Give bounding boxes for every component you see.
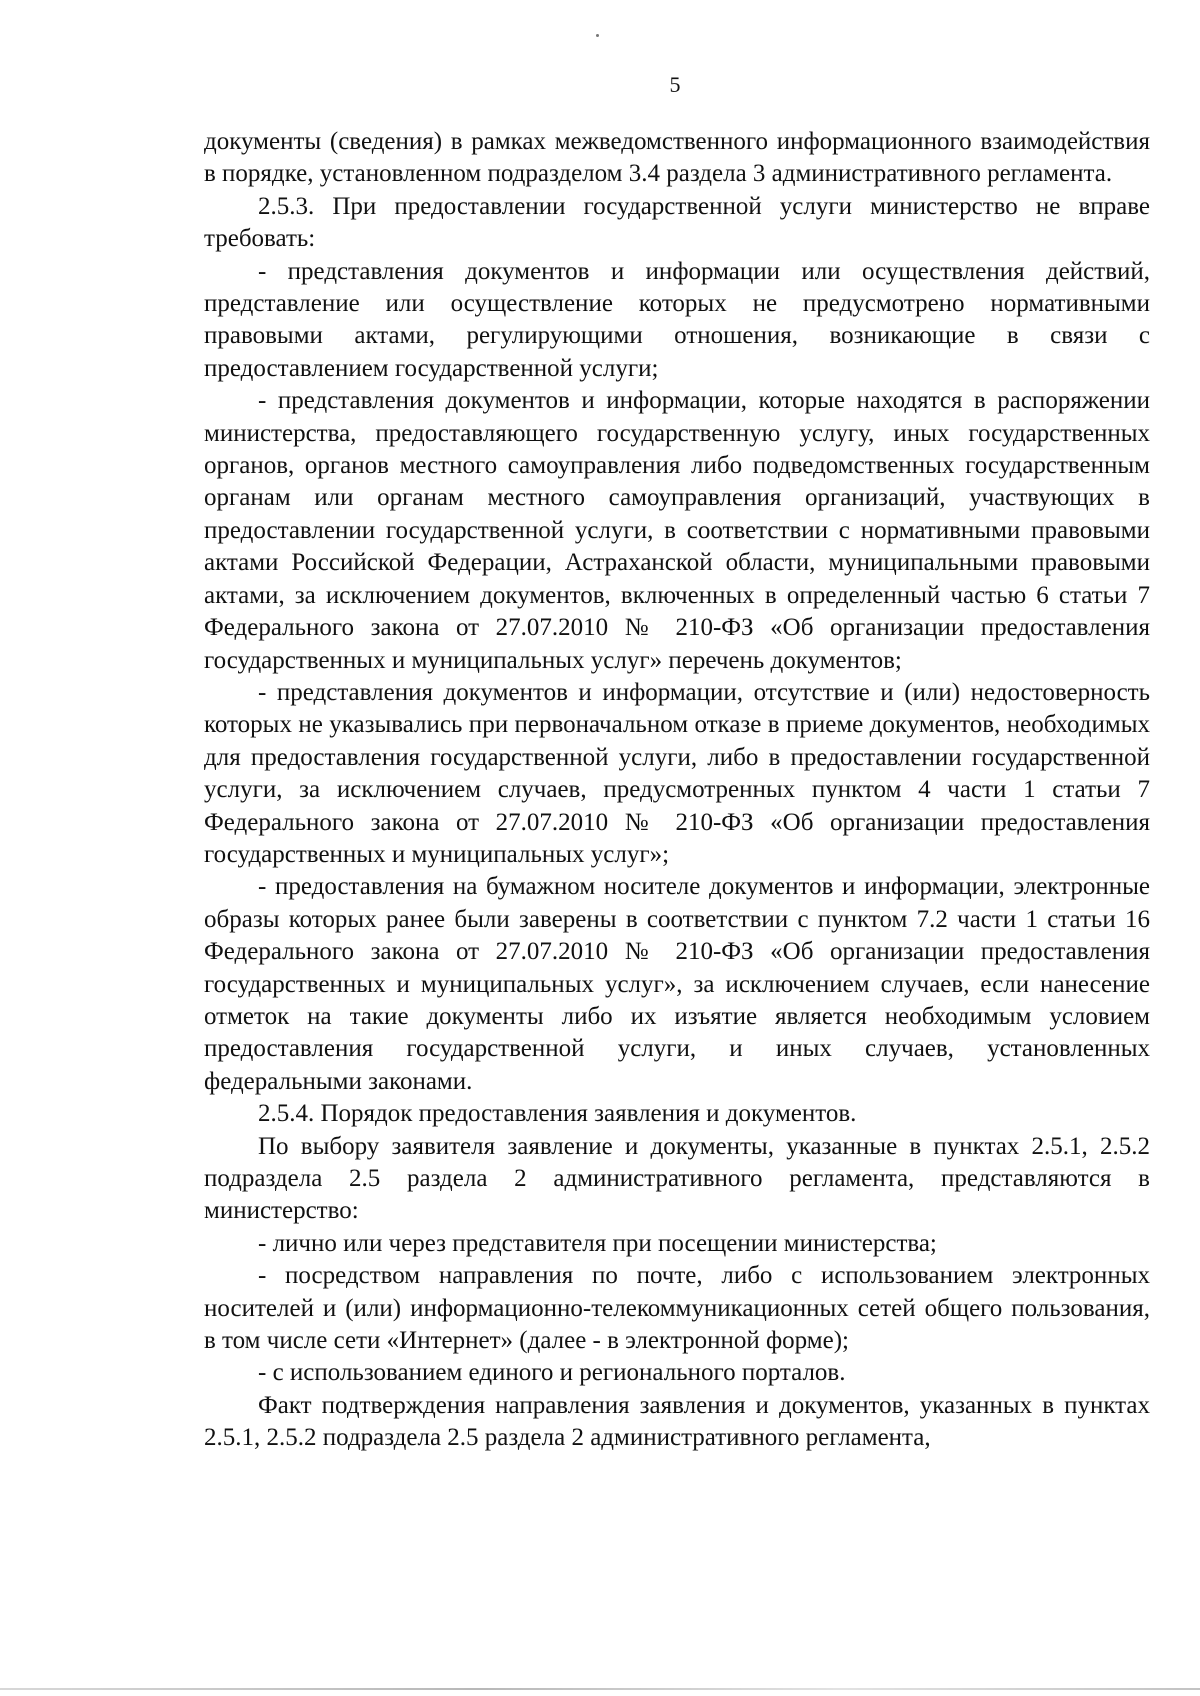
paragraph-2-5-3: 2.5.3. При предоставлении государственной услуги министерство не вправе требовать: [204, 192, 1150, 253]
list-item-requirement-2: - представления документов и информации, которые находятся в распоряжении министерства, предоставляющего государственную услугу, иных государственных органов, органов местного самоуправления либо подведомственных государственным органам или органам местного самоуправления организаций, участвующих в предоставлении государственной услуги, в соответствии с нормативными правовыми актами Российской Федерации, Астраханской области, муниципальными правовыми актами, за исключением документов, включенных в определенный частью 6 статьи 7 Федерального закона от 27.07.2010 № 210-ФЗ «Об организации предоставления государственных и муниципальных услуг» перечень документов; [204, 387, 1150, 674]
scan-edge-line [0, 1688, 1200, 1690]
list-item-submission-3: - с использованием единого и регионального порталов. [258, 1359, 846, 1387]
paragraph-confirmation: Факт подтверждения направления заявления и документов, указанных в пунктах 2.5.1, 2.5.2 подраздела 2.5 раздела 2 административного регламента, [204, 1391, 1150, 1452]
list-item-submission-2: - посредством направления по почте, либо с использованием электронных носителей и (или) информационно-телекоммуникационных сетей общего пользования, в том числе сети «Интернет» (далее - в электронной форме); [204, 1262, 1150, 1355]
page-number: 5 [669, 72, 681, 97]
list-item-submission-1: - лично или через представителя при посещении министерства; [258, 1229, 937, 1257]
paragraph-2-5-4: 2.5.4. Порядок предоставления заявления и документов. [258, 1100, 857, 1128]
document-body [204, 126, 1150, 1455]
scan-speck [596, 34, 599, 37]
list-item-requirement-3: - представления документов и информации, отсутствие и (или) недостоверность которых не указывались при первоначальном отказе в приеме документов, необходимых для предоставления государственной услуги, либо в предоставлении государственной услуги, за исключением случаев, предусмотренных пунктом 4 части 1 статьи 7 Федерального закона от 27.07.2010 № 210-ФЗ «Об организации предоставления государственных и муниципальных услуг»; [204, 678, 1150, 868]
list-item-requirement-1: - представления документов и информации или осуществления действий, представление или осуществление которых не предусмотрено нормативными правовыми актами, регулирующими отношения, возникающие в связи с предоставлением государственной услуги; [204, 257, 1150, 382]
paragraph-applicant-choice: По выбору заявителя заявление и документы, указанные в пунктах 2.5.1, 2.5.2 подраздела 2.5 раздела 2 административного регламента, представляются в министерство: [204, 1132, 1150, 1225]
list-item-requirement-4: - предоставления на бумажном носителе документов и информации, электронные образы которых ранее были заверены в соответствии с пунктом 7.2 части 1 статьи 16 Федерального закона от 27.07.2010 № 210-ФЗ «Об организации предоставления государственных и муниципальных услуг», за исключением случаев, если нанесение отметок на такие документы либо их изъятие является необходимым условием предоставления государственной услуги, и иных случаев, установленных федеральными законами. [204, 873, 1150, 1095]
paragraph-continuation: документы (сведения) в рамках межведомственного информационного взаимодействия в порядке, установленном подразделом 3.4 раздела 3 административного регламента. [204, 128, 1150, 188]
